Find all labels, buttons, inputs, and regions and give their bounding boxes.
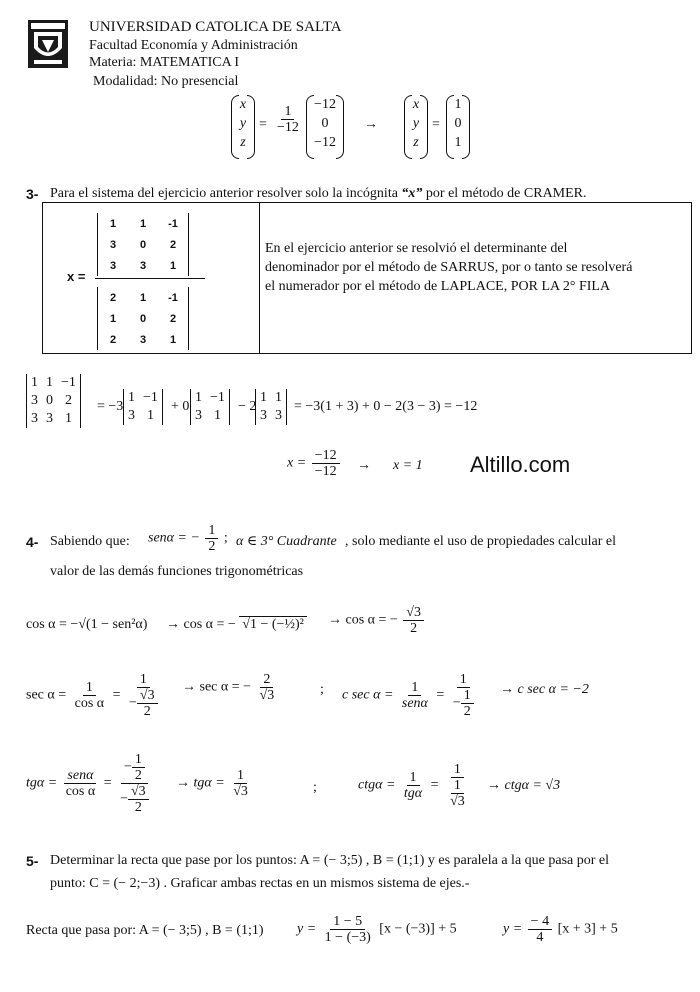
vector-cell: x — [412, 97, 420, 112]
vector-cell: z — [240, 135, 246, 150]
exercise-statement: valor de las demás funciones trigonométricas — [50, 564, 304, 579]
vector-cell: 1 — [454, 97, 462, 112]
line-through-points: Recta que pasa por: A = (− 3;5) , B = (1;1) — [26, 923, 264, 938]
exercise-statement: Para el sistema del ejercicio anterior resolver solo la incógnita “x” por el método de CRAMER. — [50, 186, 587, 201]
vector-cell: x — [239, 97, 247, 112]
vector-cell: 1 — [454, 135, 462, 150]
line-equation-1: y = $\frac{1 - 5}{1 - (-3)}$ [x − (−3)] + 5 — [297, 914, 457, 945]
subject-name: Materia: MATEMATICA I — [89, 55, 240, 70]
csec-equation: c sec α = $\frac{1}{\text{senα}}$ = 1 − $\frac{1}{2}$ — [342, 672, 479, 719]
exercise-statement: , solo mediante el uso de propiedades calcular el — [345, 534, 616, 549]
minor-3: 1 1 3 3 — [255, 389, 287, 425]
minor-2: 1 −1 3 1 — [190, 389, 230, 425]
fraction-bar — [95, 278, 205, 279]
watermark-text: Altillo.com — [470, 452, 571, 477]
ctg-equation: ctgα = $\frac{1}{\text{tgα}}$ = $\frac{1}{\frac{1}{√3}}$ — [358, 762, 465, 809]
sec-result: → sec α = − $\frac{2}{√3}$ — [182, 672, 275, 703]
given-quadrant: α ∈ 3° Cuadrante — [236, 534, 337, 549]
cramer-note: En el ejercicio anterior se resolvió el determinante del denominador por el método de SARRUS, por o tanto se resolverá el numerador por el método de LAPLACE, POR LA 2° FILA — [265, 241, 633, 294]
exercise-statement: Determinar la recta que pase por los puntos: A = (− 3;5) , B = (1;1) y es paralela a la que pasa por el — [50, 853, 610, 868]
given-sine: senα = − $\frac{1}{2}$ ; — [148, 523, 228, 554]
box-divider — [259, 203, 260, 353]
csec-result: → c sec α = −2 — [500, 682, 589, 697]
xyz-vector-final — [404, 95, 428, 157]
exercise-number: 5- — [26, 853, 39, 869]
university-crest-icon — [28, 20, 68, 68]
vector-cell: y — [239, 116, 247, 131]
tg-result: → tgα = $\frac{1}{√3}$ — [176, 768, 248, 799]
result-vector — [446, 95, 470, 157]
cramer-box — [42, 202, 692, 354]
x-fraction: x = $\frac{-12}{-12}$ — [287, 448, 342, 479]
laplace-op: + 0 — [171, 399, 190, 414]
vector-cell: y — [412, 116, 420, 131]
vector-cell: 0 — [454, 116, 462, 131]
laplace-determinant: 1 1 −1 3 0 2 3 3 1 — [26, 374, 81, 428]
university-name: UNIVERSIDAD CATOLICA DE SALTA — [89, 19, 342, 35]
x-label: x = — [67, 269, 86, 284]
laplace-op: − 2 — [238, 399, 257, 414]
arrow: → — [364, 117, 378, 132]
cos-step-1: cos α = −√(1 − sen²α) — [26, 617, 148, 632]
exercise-number: 3- — [26, 186, 39, 202]
vector-cell: −12 — [314, 135, 336, 150]
x-result: x = 1 — [393, 458, 423, 473]
equals-sign: = — [259, 117, 267, 132]
xyz-vector — [231, 95, 255, 157]
vector-cell: 0 — [321, 116, 329, 131]
exercise-statement: punto: C = (− 2;−3) . Graficar ambas rectas en un mismos sistema de ejes.- — [50, 876, 470, 891]
exercise-statement: Sabiendo que: — [50, 534, 130, 549]
denominator-determinant: 2 1 -1 1 0 2 2 3 1 — [97, 287, 189, 350]
separator: ; — [320, 682, 324, 697]
line-equation-2: y = $\frac{- 4}{4}$ [x + 3] + 5 — [503, 914, 618, 945]
faculty-name: Facultad Economía y Administración — [89, 38, 298, 53]
laplace-op: = −3 — [97, 399, 124, 414]
modality-text: Modalidad: No presencial — [93, 74, 239, 89]
arrow: → — [357, 458, 371, 473]
rhs-vector — [306, 95, 344, 157]
vector-cell: −12 — [314, 97, 336, 112]
sec-equation: sec α = $\frac{1}{\text{cos α}}$ = 1 − $\frac{√3}{2}$ — [26, 672, 163, 719]
numerator-determinant: 1 1 -1 3 0 2 3 3 1 — [97, 213, 189, 276]
exercise-number: 4- — [26, 534, 39, 550]
cos-result: → cos α = − $\frac{√3}{2}$ — [328, 605, 426, 636]
tg-equation: tgα = $\frac{\text{senα}}{\text{cos α}}$ = − $\frac{1}{2}$ − $\frac{√3}{2}$ — [26, 752, 154, 815]
minor-1: 1 −1 3 1 — [123, 389, 163, 425]
laplace-result: = −3(1 + 3) + 0 − 2(3 − 3) = −12 — [294, 399, 478, 414]
ctg-result: → ctgα = √3 — [487, 778, 561, 793]
equals-sign: = — [432, 117, 440, 132]
coefficient-fraction: $\frac{1}{-12}$ — [277, 104, 299, 135]
cos-step-2: → cos α = − √1 − (−½)² — [166, 617, 307, 633]
separator: ; — [313, 780, 317, 795]
vector-cell: z — [413, 135, 419, 150]
